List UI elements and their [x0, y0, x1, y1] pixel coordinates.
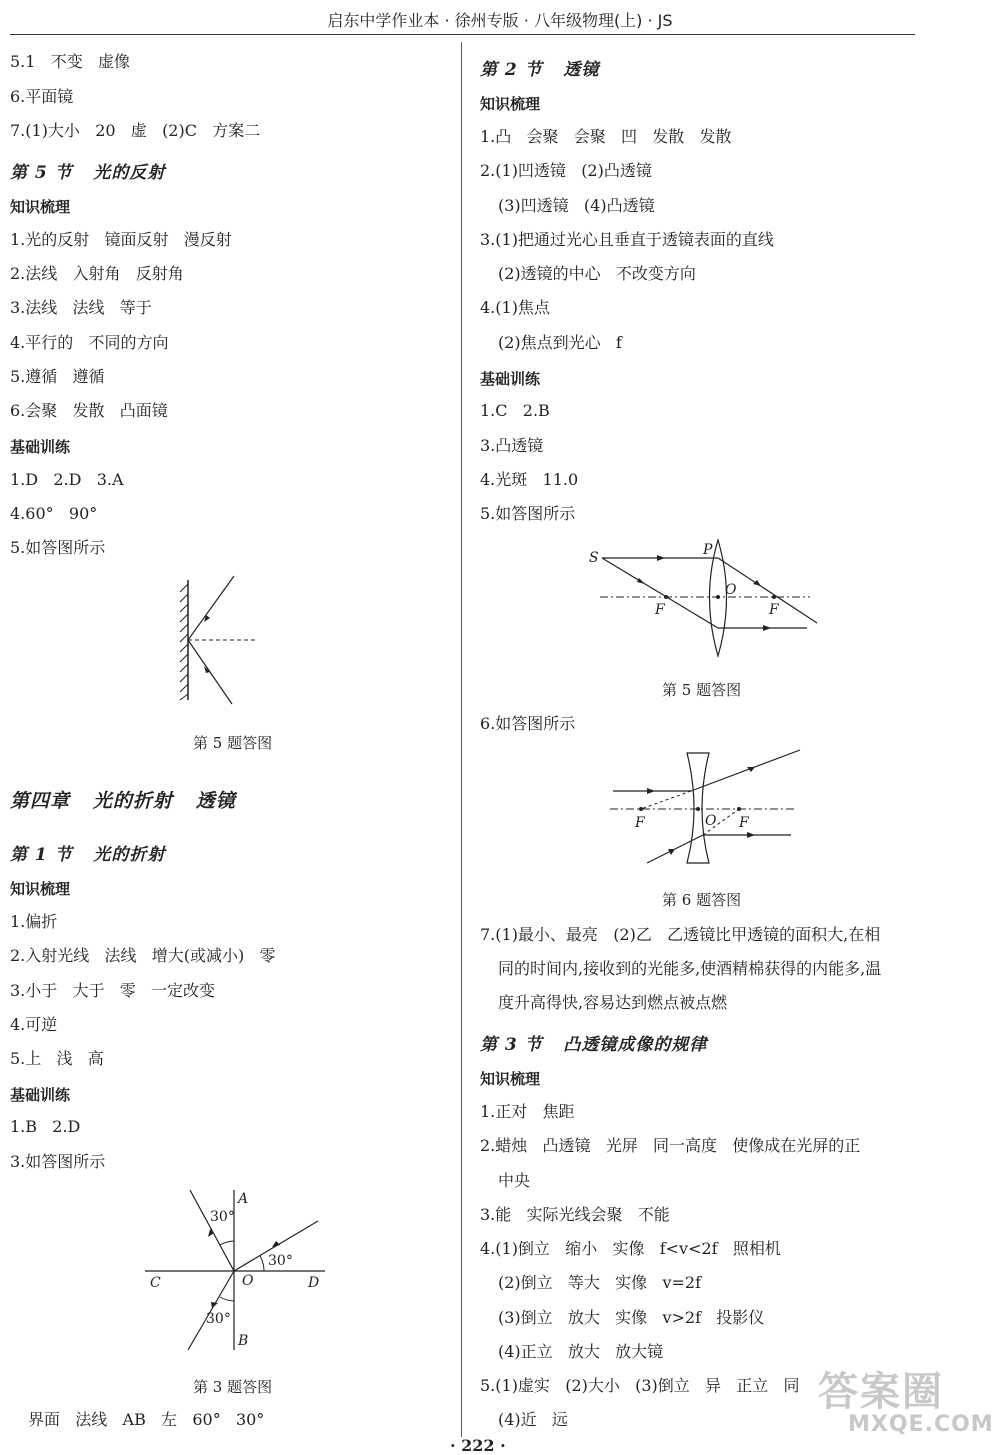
page-number: · 222 ·: [450, 1436, 506, 1455]
answer-line: 1.正对 焦距: [480, 1102, 575, 1121]
subheading: 基础训练: [10, 1086, 71, 1104]
answer-line: 3.如答图所示: [10, 1152, 106, 1171]
figure-caption: 第 5 题答图: [662, 681, 742, 699]
label-d: D: [308, 1275, 320, 1291]
page-header: 启东中学作业本 · 徐州专版 · 八年级物理(上) · JS: [327, 11, 673, 30]
answer-line: 4.(1)倒立 缩小 实像 f<v<2f 照相机: [480, 1239, 781, 1258]
answer-line: 2.(1)凹透镜 (2)凸透镜: [480, 161, 652, 180]
header-rule: [10, 34, 915, 35]
answer-line: (4)近 远: [498, 1410, 568, 1429]
section-title: 第 5 节 光的反射: [10, 163, 166, 183]
concave-lens-diagram: [605, 745, 805, 870]
answer-line: 4.光斑 11.0: [480, 470, 579, 489]
answer-line: 5.如答图所示: [10, 538, 106, 557]
answer-line: 5.遵循 遵循: [10, 367, 105, 386]
label-f-right: F: [769, 602, 779, 618]
answer-line: (3)倒立 放大 实像 v>2f 投影仪: [498, 1308, 765, 1327]
answer-line: (3)凹透镜 (4)凸透镜: [498, 196, 655, 215]
label-o: O: [725, 582, 737, 598]
figure-caption: 第 5 题答图: [193, 734, 273, 752]
answer-line: 5.1 不变 虚像: [10, 52, 130, 71]
watermark-url: MXQE.COM: [848, 1412, 994, 1437]
figure-caption: 第 6 题答图: [662, 891, 742, 909]
answer-line: (2)焦点到光心 f: [498, 333, 622, 352]
answer-line: 7.(1)大小 20 虚 (2)C 方案二: [10, 121, 261, 140]
answer-line: 2.蜡烛 凸透镜 光屏 同一高度 使像成在光屏的正: [480, 1136, 861, 1155]
answer-line: 3.(1)把通过光心且垂直于透镜表面的直线: [480, 230, 774, 249]
label-s: S: [589, 550, 599, 566]
label-f-right: F: [739, 815, 749, 831]
answer-line: 2.入射光线 法线 增大(或减小) 零: [10, 946, 276, 965]
label-a: A: [238, 1191, 249, 1207]
figure-caption: 第 3 题答图: [193, 1378, 273, 1396]
answer-line: 1.凸 会聚 会聚 凹 发散 发散: [480, 127, 732, 146]
answer-line: 5.(1)虚实 (2)大小 (3)倒立 异 正立 同: [480, 1376, 800, 1395]
answer-line: 4.可逆: [10, 1015, 58, 1034]
answer-line: 7.(1)最小、最亮 (2)乙 乙透镜比甲透镜的面积大,在相: [480, 925, 881, 944]
label-p: P: [703, 542, 713, 558]
convex-lens-diagram: [585, 538, 825, 673]
answer-line: 3.法线 法线 等于: [10, 298, 152, 317]
answer-line: 1.偏折: [10, 912, 58, 931]
subheading: 基础训练: [480, 370, 541, 388]
answer-line: 界面 法线 AB 左 60° 30°: [28, 1410, 265, 1429]
answer-line: 1.D 2.D 3.A: [10, 470, 124, 489]
answer-line: 同的时间内,接收到的光能多,使酒精棉获得的内能多,温: [498, 959, 882, 978]
answer-line: 中央: [498, 1171, 531, 1190]
answer-line: 6.会聚 发散 凸面镜: [10, 401, 168, 420]
subheading: 基础训练: [10, 438, 71, 456]
section-title: 第 2 节 透镜: [480, 60, 600, 80]
answer-line: 5.如答图所示: [480, 504, 576, 523]
answer-line: 1.B 2.D: [10, 1117, 81, 1136]
answer-line: (2)透镜的中心 不改变方向: [498, 264, 696, 283]
answer-line: 6.平面镜: [10, 87, 74, 106]
angle-label: 30°: [268, 1253, 293, 1269]
answer-line: 4.平行的 不同的方向: [10, 333, 169, 352]
column-divider: [461, 42, 462, 1437]
answer-line: 4.(1)焦点: [480, 298, 550, 317]
subheading: 知识梳理: [480, 95, 541, 113]
chapter-title: 第四章 光的折射 透镜: [10, 790, 236, 812]
answer-line: 1.光的反射 镜面反射 漫反射: [10, 230, 232, 249]
section-title: 第 3 节 凸透镜成像的规律: [480, 1035, 708, 1055]
answer-line: 度升高得快,容易达到燃点被点燃: [498, 993, 728, 1012]
label-o: O: [705, 813, 717, 829]
answer-line: (4)正立 放大 放大镜: [498, 1342, 664, 1361]
watermark-logo: 答案圈: [818, 1369, 944, 1415]
answer-line: 6.如答图所示: [480, 714, 576, 733]
label-f-left: F: [655, 602, 665, 618]
reflection-diagram: [170, 570, 260, 710]
section-title: 第 1 节 光的折射: [10, 845, 166, 865]
label-f-left: F: [635, 815, 645, 831]
refraction-diagram: [140, 1185, 340, 1355]
answer-line: 1.C 2.B: [480, 401, 550, 420]
answer-line: 5.上 浅 高: [10, 1049, 104, 1068]
answer-line: 3.小于 大于 零 一定改变: [10, 981, 216, 1000]
answer-line: 3.能 实际光线会聚 不能: [480, 1205, 670, 1224]
subheading: 知识梳理: [480, 1070, 541, 1088]
answer-line: 4.60° 90°: [10, 504, 98, 523]
subheading: 知识梳理: [10, 880, 71, 898]
answer-line: 2.法线 入射角 反射角: [10, 264, 184, 283]
angle-label: 30°: [210, 1209, 235, 1225]
answer-line: (2)倒立 等大 实像 v=2f: [498, 1273, 701, 1292]
subheading: 知识梳理: [10, 198, 71, 216]
label-o: O: [242, 1273, 254, 1289]
label-c: C: [150, 1275, 161, 1291]
label-b: B: [238, 1333, 249, 1349]
angle-label: 30°: [206, 1311, 231, 1327]
answer-line: 3.凸透镜: [480, 436, 544, 455]
